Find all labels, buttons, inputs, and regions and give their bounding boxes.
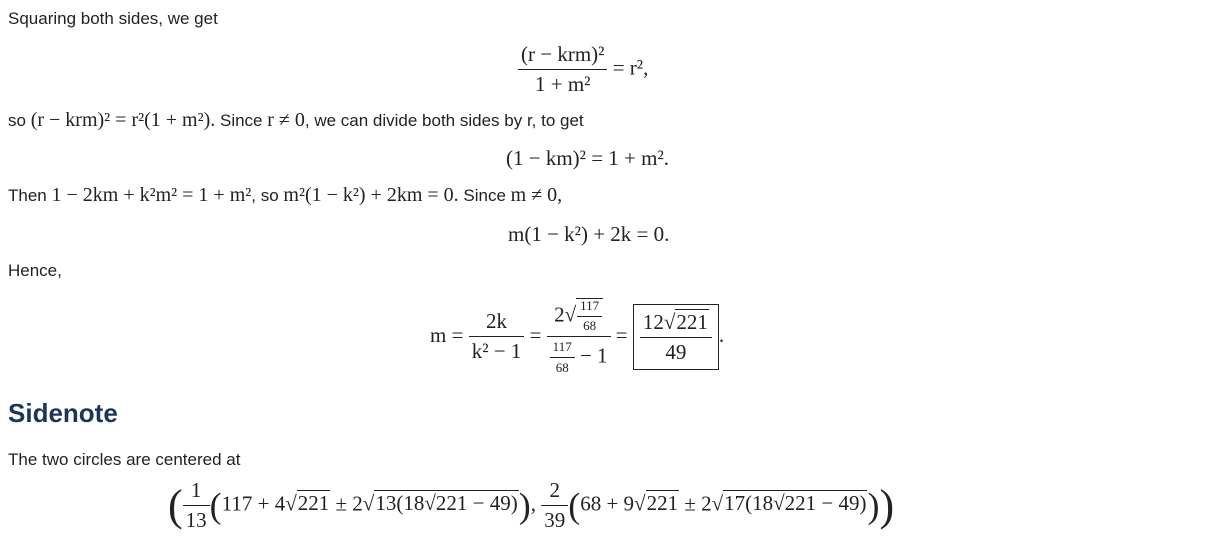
- radicand: [576, 298, 603, 334]
- inline-math-2a: 1 − 2km + k²m² = 1 + m²: [51, 184, 252, 206]
- expr: 117 + 4: [221, 491, 286, 516]
- equation-centers: ( $\frac{1}{13}$ (117 + 4√221 ± 2√13(18√221 − 49)), $\frac{2}{39}$ (68 + 9√221 ± 2√17(18√221 − 49))): [168, 478, 895, 532]
- paren-open: (: [209, 485, 222, 526]
- minus-one: − 1: [574, 343, 608, 368]
- numerator: 2: [541, 478, 568, 506]
- text-divide: , we can divide both sides by r, to get: [304, 111, 584, 130]
- inner-fraction: [577, 299, 602, 334]
- fraction-two-thirtyninths: [541, 478, 568, 533]
- text-then: Then: [8, 186, 52, 205]
- comma: ,: [530, 491, 536, 516]
- coefficient: 2: [554, 302, 565, 327]
- coefficient: 12: [642, 309, 664, 334]
- denominator: [547, 337, 611, 376]
- m-equals: m =: [430, 322, 464, 347]
- fraction-2k: [469, 309, 525, 364]
- expr: ± 2: [330, 491, 363, 516]
- fraction-one-thirteenth: [183, 478, 210, 533]
- denominator: k² − 1: [471, 339, 522, 364]
- paren-open: (: [168, 481, 183, 530]
- text-since: Since: [219, 111, 268, 130]
- text-line-then: [8, 185, 562, 206]
- text-centered: The two circles are centered at: [8, 450, 241, 469]
- inline-math-2b: m²(1 − k²) + 2km = 0.: [283, 184, 459, 206]
- period: .: [718, 322, 725, 347]
- denominator: 39: [544, 508, 566, 532]
- equals-sign: =: [529, 322, 542, 347]
- equals-sign: =: [615, 322, 628, 347]
- text-so: so: [8, 111, 31, 130]
- sidenote-heading: Sidenote: [8, 398, 118, 428]
- expr: 68 + 9: [580, 491, 635, 516]
- answer-box: [633, 304, 719, 370]
- paren-open: (: [568, 485, 581, 526]
- text-squaring: Squaring both sides, we get: [8, 9, 218, 28]
- inline-math-m: m ≠ 0,: [510, 184, 563, 206]
- rhs: = r²,: [612, 55, 649, 80]
- answer-fraction: [640, 309, 712, 365]
- denominator: 13: [185, 508, 207, 532]
- text-so-mid: , so: [251, 186, 284, 205]
- numerator: (r − krm)²: [518, 42, 607, 70]
- equation-squared: [518, 42, 648, 97]
- radicand: 221: [646, 491, 679, 516]
- fraction-substituted: [547, 298, 611, 376]
- text-line-so: [8, 110, 584, 131]
- numerator: 117: [550, 339, 575, 358]
- paren-close: ): [518, 485, 531, 526]
- denominator: 68: [583, 317, 597, 333]
- radicand: 221: [297, 491, 330, 516]
- text-since-m: Since: [463, 186, 511, 205]
- numerator: 1: [183, 478, 210, 506]
- denominator: 1 + m²: [534, 72, 591, 96]
- numerator: 2k: [469, 309, 525, 337]
- radicand: 13(18√221 − 49): [375, 491, 518, 516]
- numerator: 12√221: [640, 309, 712, 338]
- text-hence: Hence,: [8, 261, 62, 280]
- numerator: 2√ $\frac{117}{68}$: [547, 298, 611, 337]
- denominator: 68: [555, 359, 569, 375]
- inline-math-r: r ≠ 0: [267, 109, 305, 131]
- radicand: 221: [676, 309, 708, 334]
- fraction: [518, 42, 607, 97]
- numerator: 117: [577, 299, 602, 317]
- paren-close: ): [867, 485, 880, 526]
- equation-m: m(1 − k²) + 2k = 0.: [508, 222, 670, 246]
- denominator: 49: [665, 339, 687, 364]
- inner-fraction: [550, 339, 575, 376]
- equation-divided: (1 − km)² = 1 + m².: [506, 146, 670, 170]
- paren-close: ): [879, 481, 895, 530]
- radicand: 17(18√221 − 49): [724, 491, 867, 516]
- expr: ± 2: [679, 491, 712, 516]
- inline-math-1: (r − krm)² = r²(1 + m²).: [30, 109, 216, 131]
- equation-result: [430, 298, 724, 376]
